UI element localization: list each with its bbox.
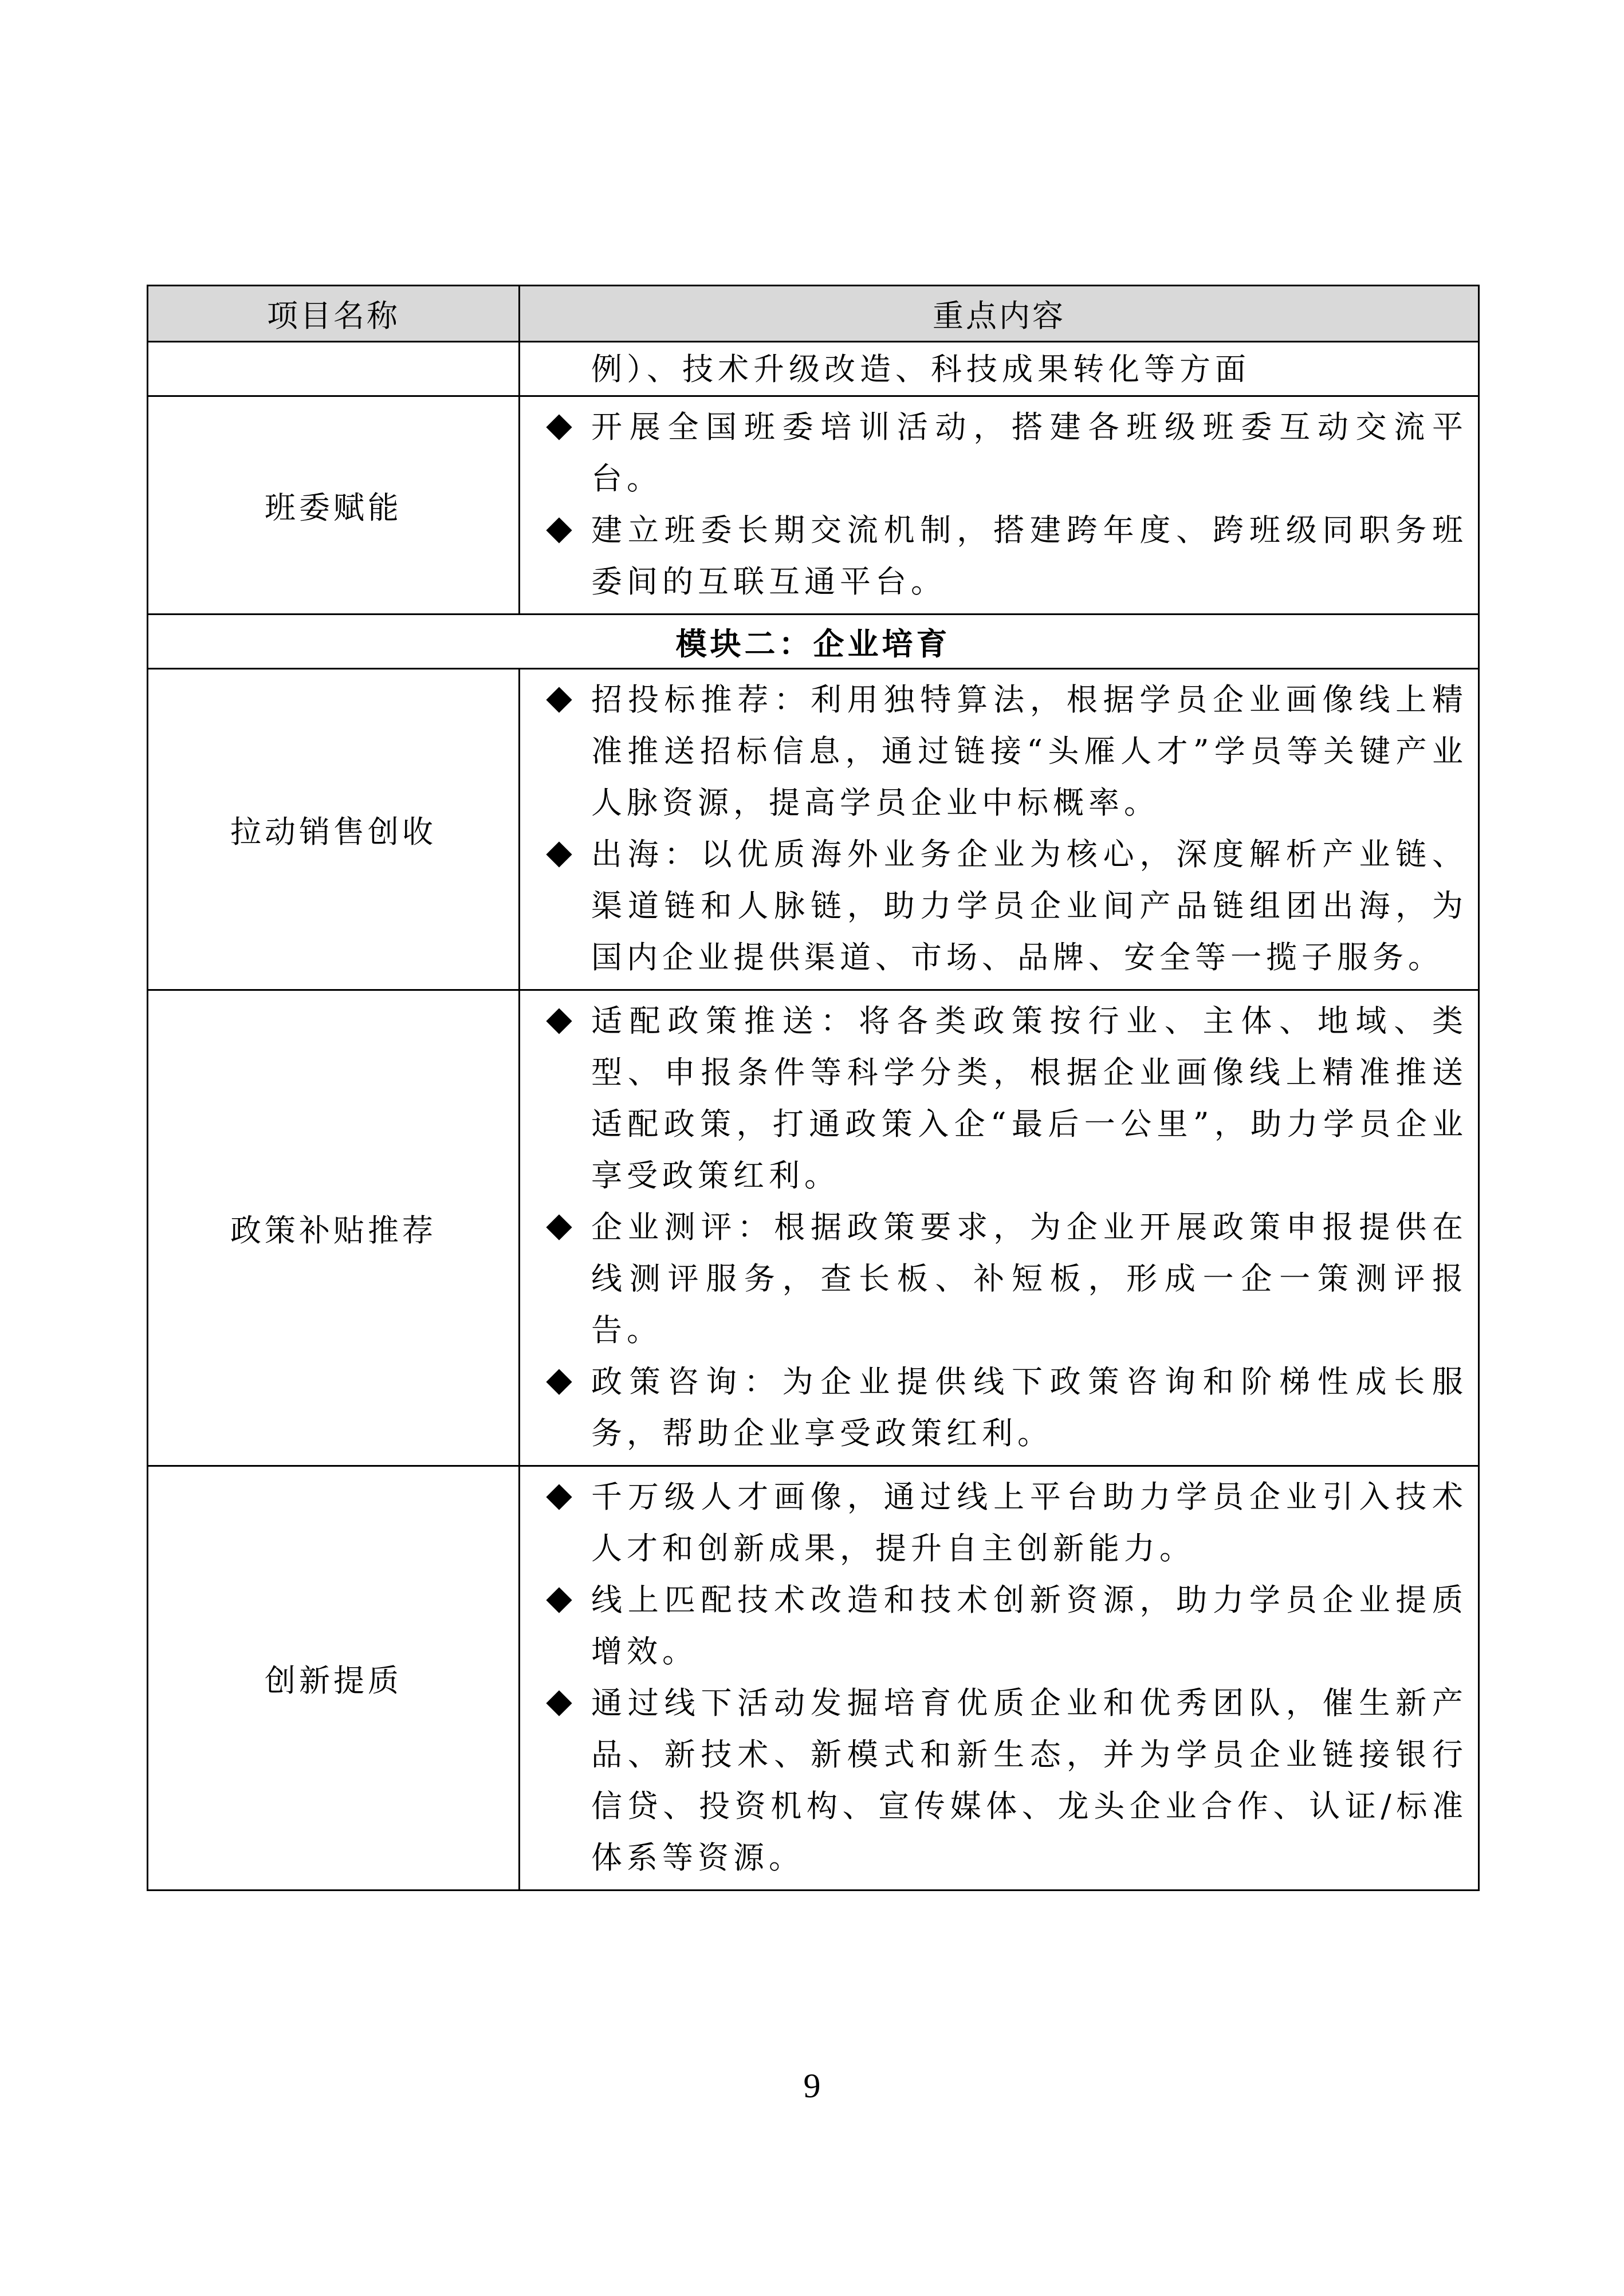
bullet-text: 出海：以优质海外业务企业为核心，深度解析产业链、渠道链和人脉链，助力学员企业间产品链组团出海，为国内企业提供渠道、市场、品牌、安全等一揽子服务。 bbox=[591, 836, 1468, 975]
bullet-list bbox=[534, 1471, 1468, 1884]
continuation-text: 例）、技术升级改造、科技成果转化等方面 bbox=[591, 351, 1251, 387]
bullet-text: 千万级人才画像，通过线上平台助力学员企业引入技术人才和创新成果，提升自主创新能力。 bbox=[591, 1479, 1468, 1566]
project-name-cell: 政策补贴推荐 bbox=[148, 990, 520, 1466]
table-row bbox=[148, 669, 1479, 990]
table-row bbox=[148, 342, 1479, 396]
list-item bbox=[534, 674, 1468, 829]
table-row bbox=[148, 1466, 1479, 1891]
module-heading-row bbox=[148, 615, 1479, 669]
bullet-text: 开展全国班委培训活动，搭建各班级班委互动交流平台。 bbox=[591, 409, 1468, 497]
list-item bbox=[534, 995, 1468, 1202]
content-cell bbox=[520, 990, 1479, 1466]
diamond-bullet-icon bbox=[542, 829, 576, 880]
project-name-cell: 创新提质 bbox=[148, 1466, 520, 1891]
table-row bbox=[148, 990, 1479, 1466]
diamond-bullet-icon bbox=[542, 674, 576, 726]
content-cell bbox=[520, 669, 1479, 990]
bullet-text: 企业测评：根据政策要求，为企业开展政策申报提供在线测评服务，查长板、补短板，形成一企一策测评报告。 bbox=[591, 1209, 1468, 1348]
list-item bbox=[534, 829, 1468, 983]
content-cell bbox=[520, 1466, 1479, 1891]
project-name-cell: 班委赋能 bbox=[148, 396, 520, 615]
bullet-text: 线上匹配技术改造和技术创新资源，助力学员企业提质增效。 bbox=[591, 1582, 1468, 1669]
project-content-table bbox=[147, 285, 1480, 1891]
project-name-cell bbox=[148, 342, 520, 396]
diamond-bullet-icon bbox=[542, 1202, 576, 1253]
header-key-content: 重点内容 bbox=[520, 286, 1479, 342]
bullet-list bbox=[534, 674, 1468, 983]
diamond-bullet-icon bbox=[542, 1356, 576, 1408]
diamond-bullet-icon bbox=[542, 505, 576, 556]
list-item bbox=[534, 505, 1468, 608]
module-title: 模块二：企业培育 bbox=[148, 615, 1479, 669]
list-item bbox=[534, 1677, 1468, 1884]
list-item bbox=[534, 1471, 1468, 1574]
bullet-text: 通过线下活动发掘培育优质企业和优秀团队，催生新产品、新技术、新模式和新生态，并为学员企业链接银行信贷、投资机构、宣传媒体、龙头企业合作、认证/标准体系等资源。 bbox=[591, 1685, 1468, 1876]
diamond-bullet-icon bbox=[542, 1471, 576, 1523]
diamond-bullet-icon bbox=[542, 995, 576, 1047]
bullet-text: 招投标推荐：利用独特算法，根据学员企业画像线上精准推送招标信息，通过链接“头雁人才”学员等关键产业人脉资源，提高学员企业中标概率。 bbox=[591, 682, 1468, 821]
diamond-bullet-icon bbox=[542, 1677, 576, 1729]
table-body bbox=[148, 342, 1479, 1891]
table-row bbox=[148, 396, 1479, 615]
project-name-cell: 拉动销售创收 bbox=[148, 669, 520, 990]
header-project-name: 项目名称 bbox=[148, 286, 520, 342]
list-item bbox=[534, 401, 1468, 505]
page-number: 9 bbox=[803, 2067, 821, 2105]
table-header-row bbox=[148, 286, 1479, 342]
content-cell bbox=[520, 342, 1479, 396]
diamond-bullet-icon bbox=[542, 401, 576, 453]
list-item bbox=[534, 1574, 1468, 1677]
content-cell bbox=[520, 396, 1479, 615]
bullet-text: 政策咨询：为企业提供线下政策咨询和阶梯性成长服务，帮助企业享受政策红利。 bbox=[591, 1364, 1468, 1451]
list-item bbox=[534, 1356, 1468, 1459]
list-item bbox=[534, 1202, 1468, 1356]
diamond-bullet-icon bbox=[542, 1574, 576, 1626]
bullet-list bbox=[534, 401, 1468, 608]
bullet-text: 适配政策推送：将各类政策按行业、主体、地域、类型、申报条件等科学分类，根据企业画像线上精准推送适配政策，打通政策入企“最后一公里”，助力学员企业享受政策红利。 bbox=[591, 1003, 1468, 1194]
bullet-list bbox=[534, 995, 1468, 1459]
bullet-text: 建立班委长期交流机制，搭建跨年度、跨班级同职务班委间的互联互通平台。 bbox=[591, 512, 1468, 600]
